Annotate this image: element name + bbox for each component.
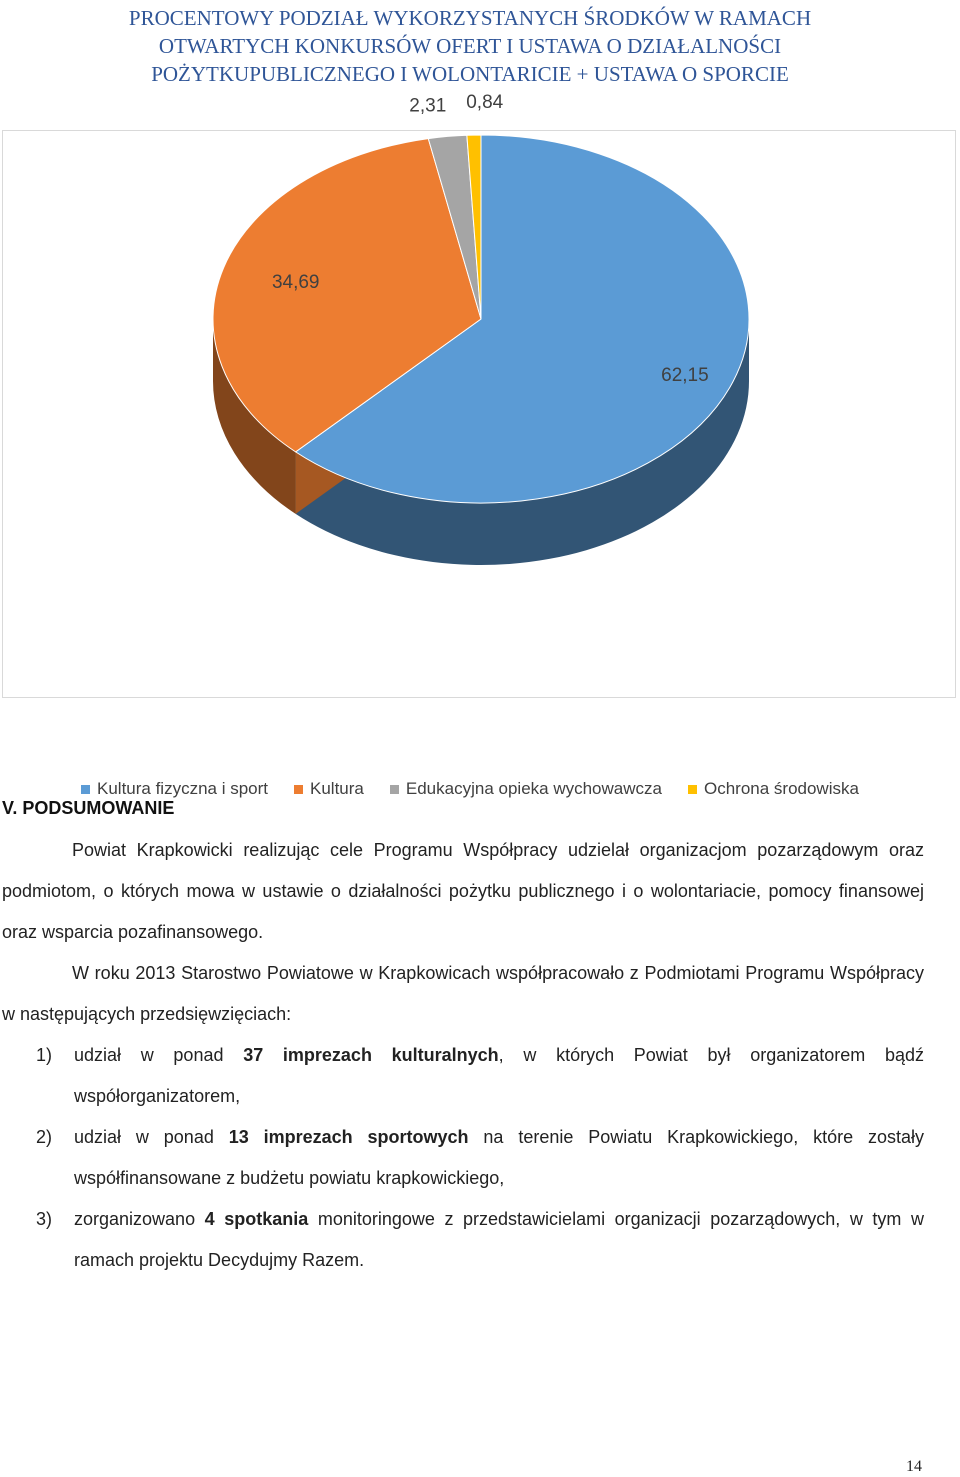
pie-chart bbox=[3, 91, 957, 699]
document-title bbox=[60, 4, 880, 88]
pie-data-label-2: 2,31 bbox=[409, 95, 447, 117]
pie-data-label-3: 0,84 bbox=[466, 91, 504, 113]
legend-label-0: Kultura fizyczna i sport bbox=[97, 779, 269, 798]
title-line-2: OTWARTYCH KONKURSÓW OFERT I USTAWA O DZIAŁALNOŚCI bbox=[158, 34, 782, 58]
list-item bbox=[0, 1199, 924, 1281]
summary-paragraph-2: W roku 2013 Starostwo Powiatowe w Krapkowicach współpracowało z Podmiotami Programu Współpracy w następujących przedsięwzięciach: bbox=[2, 963, 924, 1024]
page-number: 14 bbox=[906, 1458, 922, 1475]
list-item-highlight: 13 imprezach sportowych bbox=[228, 1127, 469, 1147]
pie-data-label-0: 62,15 bbox=[661, 365, 709, 387]
legend-item-1 bbox=[294, 779, 364, 799]
list-item-highlight: 37 imprezach kulturalnych bbox=[243, 1045, 499, 1065]
list-item-text: udział w ponad bbox=[74, 1045, 244, 1065]
legend-swatch-1 bbox=[294, 785, 303, 794]
chart-legend bbox=[81, 779, 859, 799]
legend-swatch-0 bbox=[81, 785, 90, 794]
title-line-1: PROCENTOWY PODZIAŁ WYKORZYSTANYCH ŚRODKÓW W RAMACH bbox=[128, 6, 812, 30]
title-line-3: POŻYTKUPUBLICZNEGO I WOLONTARICIE + USTAWA O SPORCIE bbox=[151, 62, 789, 86]
activities-list bbox=[0, 1035, 924, 1281]
pie-top bbox=[213, 135, 749, 503]
summary-paragraph-1: Powiat Krapkowicki realizując cele Programu Współpracy udzielał organizacjom pozarządowym oraz podmiotom, o których mowa w ustawie o działalności pożytku publicznego i o wolontariacie, pomocy finansowej oraz wsparcia pozafinansowego. bbox=[2, 840, 924, 942]
list-item-number: 3) bbox=[36, 1209, 53, 1229]
list-item bbox=[0, 1035, 924, 1117]
legend-label-1: Kultura bbox=[310, 779, 364, 798]
list-item-text: , w których Powiat był organizatorem bądź współorganizatorem, bbox=[74, 1045, 924, 1106]
list-item-text: zorganizowano bbox=[74, 1209, 205, 1229]
pie-chart-container bbox=[2, 91, 956, 798]
legend-swatch-3 bbox=[688, 785, 697, 794]
list-item-number: 2) bbox=[36, 1127, 53, 1147]
legend-item-3 bbox=[688, 779, 859, 799]
legend-item-0 bbox=[81, 779, 268, 799]
list-item-text: monitoringowe z przedstawicielami organizacji pozarządowych, w tym w ramach projektu Decydujmy Razem. bbox=[74, 1209, 924, 1270]
list-item-text: udział w ponad bbox=[74, 1127, 229, 1147]
list-item bbox=[0, 1117, 924, 1199]
pie-data-label-1: 34,69 bbox=[271, 272, 320, 294]
legend-item-2 bbox=[390, 779, 662, 799]
section-heading: V. PODSUMOWANIE bbox=[2, 798, 175, 818]
legend-swatch-2 bbox=[390, 785, 399, 794]
list-item-number: 1) bbox=[36, 1045, 53, 1065]
legend-label-3: Ochrona środowiska bbox=[703, 779, 859, 798]
list-item-highlight: 4 spotkania bbox=[204, 1209, 309, 1229]
legend-label-2: Edukacyjna opieka wychowawcza bbox=[405, 779, 662, 798]
list-item-text: na terenie Powiatu Krapkowickiego, które zostały współfinansowane z budżetu powiatu krapkowickiego, bbox=[74, 1127, 924, 1188]
